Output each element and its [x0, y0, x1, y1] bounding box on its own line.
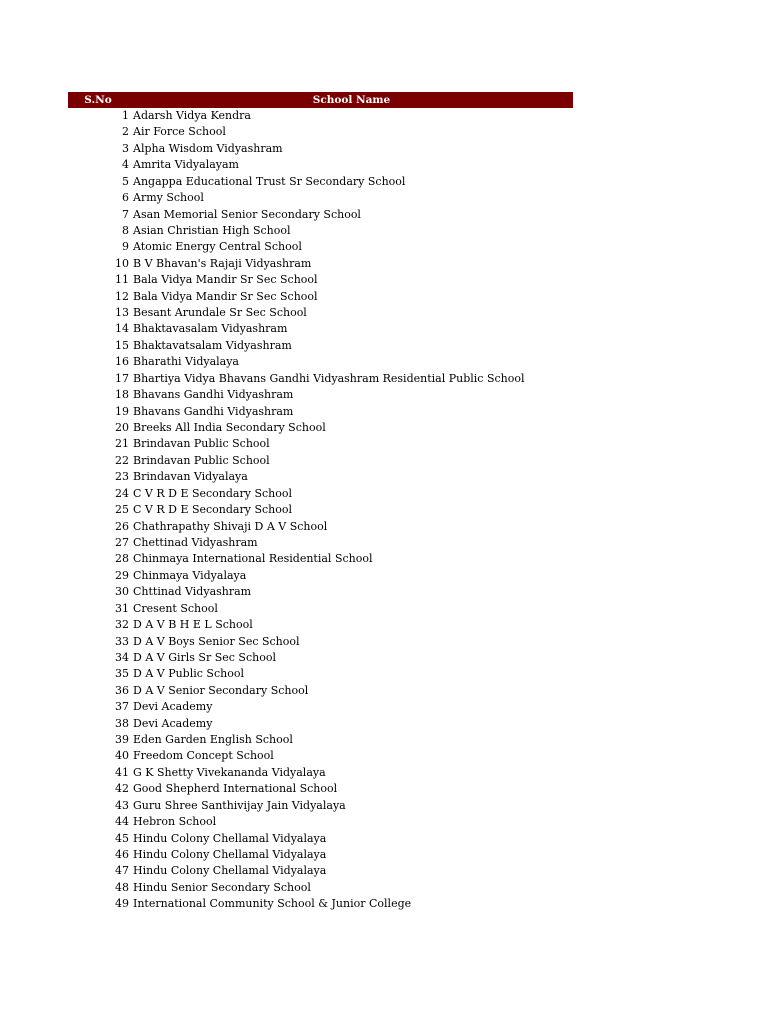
school-name-cell: Asian Christian High School	[133, 223, 291, 237]
table-row	[68, 321, 573, 337]
school-name-cell: D A V B H E L School	[133, 618, 253, 632]
table-row	[68, 453, 573, 469]
table-row	[68, 387, 573, 403]
serial-number-cell: 9	[122, 240, 129, 254]
school-name-cell: Breeks All India Secondary School	[133, 421, 326, 435]
school-list-table	[68, 92, 573, 913]
table-row	[68, 732, 573, 748]
school-name-cell: D A V Senior Secondary School	[133, 683, 309, 697]
serial-number-cell: 29	[115, 568, 129, 582]
serial-number-cell: 37	[115, 700, 129, 714]
table-row	[68, 683, 573, 699]
school-name-cell: Bharathi Vidyalaya	[133, 355, 239, 369]
serial-number-cell: 35	[115, 667, 129, 681]
serial-number-cell: 1	[122, 109, 129, 122]
table-row	[68, 289, 573, 305]
table-row	[68, 190, 573, 206]
table-row	[68, 502, 573, 518]
table-row	[68, 239, 573, 255]
table-row	[68, 568, 573, 584]
school-name-cell: Adarsh Vidya Kendra	[133, 109, 251, 122]
serial-number-cell: 22	[115, 453, 129, 467]
serial-number-cell: 18	[115, 388, 129, 402]
table-row	[68, 551, 573, 567]
serial-number-cell: 11	[115, 273, 129, 287]
school-name-cell: Air Force School	[133, 125, 226, 139]
school-name-cell: Bhavans Gandhi Vidyashram	[133, 388, 294, 402]
serial-number-cell: 42	[115, 782, 129, 796]
table-row	[68, 666, 573, 682]
school-name-cell: Guru Shree Santhivijay Jain Vidyalaya	[133, 798, 346, 812]
serial-number-cell: 20	[115, 421, 129, 435]
table-row	[68, 469, 573, 485]
table-row	[68, 634, 573, 650]
serial-number-cell: 7	[122, 207, 129, 221]
serial-number-cell: 46	[115, 847, 129, 861]
school-name-cell: Brindavan Public School	[133, 453, 270, 467]
table-row	[68, 535, 573, 551]
serial-number-cell: 48	[115, 880, 129, 894]
table-row	[68, 584, 573, 600]
serial-number-cell: 13	[115, 306, 129, 320]
table-row	[68, 404, 573, 420]
table-row	[68, 814, 573, 830]
serial-number-cell: 34	[115, 650, 129, 664]
school-name-cell: International Community School & Junior College	[133, 897, 412, 911]
serial-number-cell: 33	[115, 634, 129, 648]
serial-number-cell: 39	[115, 733, 129, 747]
serial-number-cell: 26	[115, 519, 129, 533]
table-row	[68, 207, 573, 223]
table-row	[68, 272, 573, 288]
serial-number-cell: 19	[115, 404, 129, 418]
table-row	[68, 650, 573, 666]
table-row	[68, 863, 573, 879]
school-name-cell: Good Shepherd International School	[133, 782, 338, 796]
table-row	[68, 124, 573, 140]
school-name-cell: Chinmaya Vidyalaya	[133, 568, 247, 582]
table-body	[68, 108, 573, 913]
serial-number-cell: 25	[115, 503, 129, 517]
table-row	[68, 141, 573, 157]
serial-number-cell: 31	[115, 601, 129, 615]
school-name-cell: Brindavan Public School	[133, 437, 270, 451]
table-row	[68, 880, 573, 896]
serial-number-cell: 3	[122, 141, 129, 155]
serial-number-cell: 17	[115, 371, 129, 385]
serial-number-cell: 47	[115, 864, 129, 878]
table-row	[68, 765, 573, 781]
school-name-cell: Angappa Educational Trust Sr Secondary School	[133, 174, 406, 188]
column-header-sno: S.No	[84, 94, 112, 106]
serial-number-cell: 6	[122, 191, 129, 205]
table-row	[68, 436, 573, 452]
school-name-cell: Atomic Energy Central School	[133, 240, 302, 254]
school-name-cell: Devi Academy	[133, 716, 213, 730]
school-name-cell: C V R D E Secondary School	[133, 503, 293, 517]
serial-number-cell: 45	[115, 831, 129, 845]
serial-number-cell: 16	[115, 355, 129, 369]
serial-number-cell: 23	[115, 470, 129, 484]
serial-number-cell: 32	[115, 618, 129, 632]
school-name-cell: Bhartiya Vidya Bhavans Gandhi Vidyashram Residential Public School	[133, 371, 525, 385]
table-row	[68, 781, 573, 797]
school-name-cell: D A V Girls Sr Sec School	[133, 650, 276, 664]
table-row	[68, 371, 573, 387]
school-name-cell: G K Shetty Vivekananda Vidyalaya	[133, 765, 326, 779]
table-row	[68, 798, 573, 814]
table-row	[68, 896, 573, 912]
school-name-cell: Hindu Senior Secondary School	[133, 880, 311, 894]
table-row	[68, 847, 573, 863]
school-name-cell: Cresent School	[133, 601, 218, 615]
serial-number-cell: 14	[115, 322, 129, 336]
table-row	[68, 256, 573, 272]
serial-number-cell: 5	[122, 174, 129, 188]
table-row	[68, 601, 573, 617]
table-row	[68, 108, 573, 124]
school-name-cell: Hindu Colony Chellamal Vidyalaya	[133, 847, 327, 861]
school-name-cell: Alpha Wisdom Vidyashram	[133, 141, 283, 155]
table-header-row	[68, 92, 573, 108]
serial-number-cell: 4	[122, 158, 129, 172]
serial-number-cell: 36	[115, 683, 129, 697]
serial-number-cell: 27	[115, 535, 129, 549]
school-name-cell: D A V Public School	[133, 667, 244, 681]
school-name-cell: Hindu Colony Chellamal Vidyalaya	[133, 831, 327, 845]
serial-number-cell: 40	[115, 749, 129, 763]
column-header-school-name: School Name	[312, 94, 391, 106]
serial-number-cell: 10	[115, 256, 129, 270]
serial-number-cell: 38	[115, 716, 129, 730]
serial-number-cell: 15	[115, 338, 129, 352]
serial-number-cell: 8	[122, 223, 129, 237]
school-name-cell: Bhaktavasalam Vidyashram	[133, 322, 288, 336]
table-row	[68, 716, 573, 732]
table-row	[68, 699, 573, 715]
school-name-cell: Freedom Concept School	[133, 749, 274, 763]
school-name-cell: Bhavans Gandhi Vidyashram	[133, 404, 294, 418]
table-row	[68, 420, 573, 436]
serial-number-cell: 43	[115, 798, 129, 812]
table-row	[68, 486, 573, 502]
table-row	[68, 354, 573, 370]
school-name-cell: Brindavan Vidyalaya	[133, 470, 248, 484]
serial-number-cell: 24	[115, 486, 129, 500]
school-name-cell: Hebron School	[133, 815, 217, 829]
school-name-cell: Hindu Colony Chellamal Vidyalaya	[133, 864, 327, 878]
serial-number-cell: 44	[115, 815, 129, 829]
table-row	[68, 223, 573, 239]
table-row	[68, 157, 573, 173]
school-name-cell: B V Bhavan's Rajaji Vidyashram	[133, 256, 312, 270]
serial-number-cell: 12	[115, 289, 129, 303]
table-row	[68, 831, 573, 847]
school-name-cell: Chttinad Vidyashram	[133, 585, 252, 599]
table-row	[68, 174, 573, 190]
table-row	[68, 305, 573, 321]
serial-number-cell: 2	[122, 125, 129, 139]
school-name-cell: Devi Academy	[133, 700, 213, 714]
school-name-cell: Amrita Vidyalayam	[133, 158, 239, 172]
serial-number-cell: 28	[115, 552, 129, 566]
table-row	[68, 519, 573, 535]
school-name-cell: Chinmaya International Residential School	[133, 552, 373, 566]
serial-number-cell: 49	[115, 897, 129, 911]
school-name-cell: Chathrapathy Shivaji D A V School	[133, 519, 328, 533]
school-name-cell: Army School	[133, 191, 204, 205]
school-name-cell: Bala Vidya Mandir Sr Sec School	[133, 273, 318, 287]
serial-number-cell: 21	[115, 437, 129, 451]
school-name-cell: Eden Garden English School	[133, 733, 293, 747]
school-name-cell: Asan Memorial Senior Secondary School	[133, 207, 361, 221]
serial-number-cell: 30	[115, 585, 129, 599]
school-name-cell: Bhaktavatsalam Vidyashram	[133, 338, 292, 352]
school-name-cell: Chettinad Vidyashram	[133, 535, 258, 549]
school-name-cell: C V R D E Secondary School	[133, 486, 293, 500]
table-row	[68, 617, 573, 633]
table-row	[68, 748, 573, 764]
school-name-cell: Bala Vidya Mandir Sr Sec School	[133, 289, 318, 303]
school-name-cell: D A V Boys Senior Sec School	[133, 634, 300, 648]
serial-number-cell: 41	[115, 765, 129, 779]
school-name-cell: Besant Arundale Sr Sec School	[133, 306, 307, 320]
table-row	[68, 338, 573, 354]
